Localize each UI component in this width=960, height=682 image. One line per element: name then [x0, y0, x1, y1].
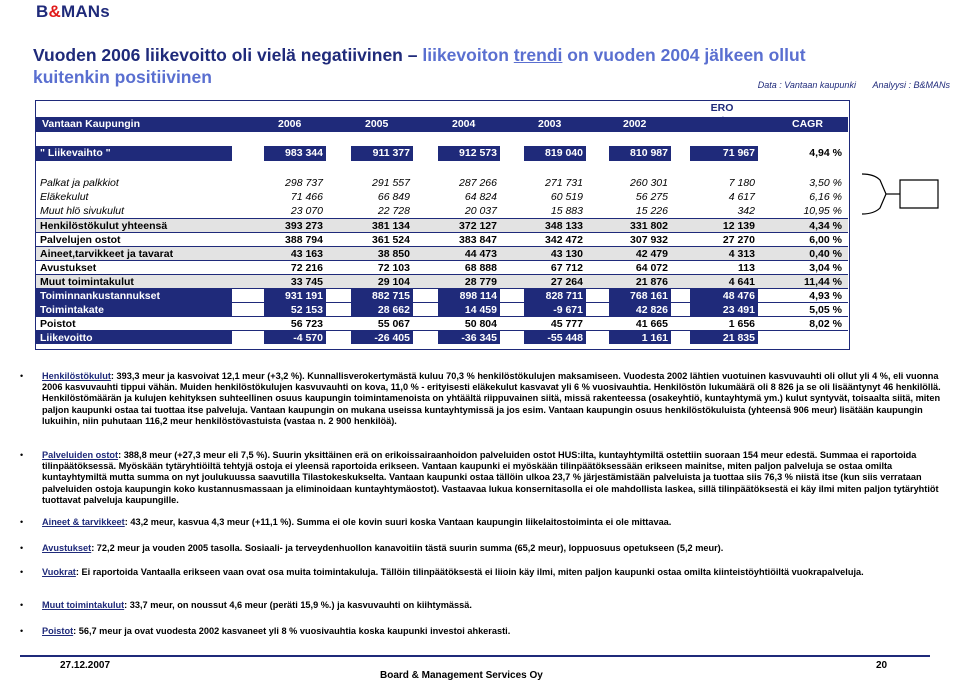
- revenue-ero: 71 967: [690, 146, 758, 161]
- row-cagr: 6,00 %: [809, 234, 842, 246]
- row-label: Muut toimintakulut: [40, 276, 134, 288]
- row-value: 768 161: [609, 289, 671, 302]
- row-cagr: 6,16 %: [809, 191, 842, 203]
- row-value: -9 671: [524, 303, 586, 316]
- row-value: 68 888: [464, 262, 497, 274]
- table-row: [36, 260, 848, 274]
- table-row: [36, 190, 848, 204]
- revenue-2006: 983 344: [264, 146, 326, 161]
- bullet-text: : 72,2 meur ja vouden 2005 tasolla. Sosiaali- ja terveydenhuollon kanavoitiin tästä suurin summa (65,2 meur), loppuosuus opetukseen (5,2 meur).: [91, 543, 724, 553]
- row-value: 22 728: [377, 205, 410, 217]
- row-ero: 4 617: [728, 191, 755, 203]
- table-row: [36, 316, 848, 330]
- revenue-2004: 912 573: [438, 146, 500, 161]
- row-value: 42 826: [609, 303, 671, 316]
- revenue-2002: 810 987: [609, 146, 671, 161]
- row-label: Liikevoitto: [36, 331, 232, 344]
- footer-divider: [20, 655, 930, 657]
- bullet-dot-icon: •: [20, 567, 24, 577]
- revenue-cagr: 4,94 %: [809, 147, 842, 159]
- row-cagr: 4,34 %: [809, 220, 842, 232]
- row-value: 56 723: [290, 318, 323, 330]
- row-value: 28 662: [351, 303, 413, 316]
- bullet-dot-icon: •: [20, 543, 24, 553]
- row-value: 291 557: [372, 177, 410, 189]
- source-data: Data : Vantaan kaupunki: [757, 80, 856, 90]
- bullet-dot-icon: •: [20, 600, 24, 610]
- row-value: -55 448: [524, 331, 586, 344]
- row-value: 298 737: [285, 177, 323, 189]
- bullet-key: Henkilöstökulut: [42, 371, 111, 381]
- row-value: 828 711: [524, 289, 586, 302]
- row-value: 271 731: [545, 177, 583, 189]
- row-value: 14 459: [438, 303, 500, 316]
- table-row: [36, 302, 848, 316]
- row-label: Henkilöstökulut yhteensä: [40, 220, 168, 232]
- row-value: 393 273: [285, 220, 323, 232]
- row-label: Avustukset: [40, 262, 97, 274]
- header-year-2003: 2003: [538, 118, 562, 130]
- row-value: 20 037: [464, 205, 497, 217]
- cost-group-bracket-icon: [860, 170, 946, 218]
- brand-b: B: [36, 2, 49, 21]
- row-value: 260 301: [630, 177, 668, 189]
- row-label: Toiminnankustannukset: [36, 289, 232, 302]
- title-highlight-3: on vuoden 2004 jälkeen ollut: [567, 45, 806, 65]
- row-value: 898 114: [438, 289, 500, 302]
- row-cagr: 4,93 %: [809, 290, 842, 302]
- bullet-key: Palveluiden ostot: [42, 450, 119, 460]
- header-year-2005: 2005: [365, 118, 389, 130]
- table-row: [36, 246, 848, 260]
- bullet-text: : 56,7 meur ja ovat vuodesta 2002 kasvaneet yli 8 % vuosivauhtia koska kaupunki investoi ahkerasti.: [73, 626, 511, 636]
- revenue-label: " Liikevaihto ": [36, 146, 232, 161]
- row-label: Eläkekulut: [40, 191, 89, 203]
- row-value: 348 133: [545, 220, 583, 232]
- row-value: -4 570: [264, 331, 326, 344]
- bullet-text: : 43,2 meur, kasvua 4,3 meur (+11,1 %). Summa ei ole kovin suuri koska Vantaan kaupungin liikelaitostoiminta ei ole mittavaa.: [124, 517, 672, 527]
- row-value: 331 802: [630, 220, 668, 232]
- table-header-bar: [36, 117, 848, 132]
- row-value: 23 070: [290, 205, 323, 217]
- title-part1: Vuoden 2006 liikevoitto oli vielä negatiivinen –: [33, 45, 418, 65]
- header-year-2004: 2004: [452, 118, 476, 130]
- row-label: Muut hlö sivukulut: [40, 205, 125, 217]
- row-ero: 12 139: [722, 220, 755, 232]
- row-value: 56 275: [635, 191, 668, 203]
- row-value: 388 794: [285, 234, 323, 246]
- bullet-key: Poistot: [42, 626, 74, 636]
- row-ero: 21 835: [690, 331, 758, 344]
- source-note: [744, 80, 950, 90]
- table-row: [36, 288, 848, 302]
- bullet-text: : Ei raportoida Vantaalla erikseen vaan ovat osa muita toimintakuluja. Tällöin tilinpäätöksestä ei liioin käy ilmi, miten paljon kaupunki ostaa omilta kiinteistöyhtiöiltä vuokrapalveluja.: [75, 567, 864, 577]
- bullet-key: Muut toimintakulut: [42, 600, 125, 610]
- row-ero: 23 491: [690, 303, 758, 316]
- row-cagr: 3,04 %: [809, 262, 842, 274]
- table-row: [36, 330, 848, 344]
- bullet-dot-icon: •: [20, 626, 24, 636]
- row-value: 38 850: [377, 248, 410, 260]
- row-ero: 27 270: [722, 234, 755, 246]
- row-value: 55 067: [377, 318, 410, 330]
- row-value: 50 804: [464, 318, 497, 330]
- row-ero: 342: [737, 205, 755, 217]
- row-value: 381 134: [372, 220, 410, 232]
- brand-logo: [36, 2, 110, 28]
- bullet-text: : 393,3 meur ja kasvoivat 12,1 meur (+3,2 %). Kunnallisverokertymästä kuluu 70,3 % henkilöstökulujen maksamiseen. Vuodesta 2002 lähtien vuotuinen kasvuvauhti oli ollut yli 4 %, eli vuonna 2006 kasvuvauhti tippui vähän. Muiden henkilöstökulujen kasvuvauhti on kova, 11,0 % - erityisesti eläkekulut kasvavat yli 6 % vuosivauhtia. Henkilöstön lukumäärä oli 8 826 ja se oli lisääntynyt 46 henkilöllä. Henkilöstömäärän ja kulujen kehityksen suhteellinen osuus kaupungin toimintamenoista on yhtäältä riippuvainen siitä, missä rakenteessa (osakeyhtiö, kuntayhtymä ym.) kulut syntyvät, toisaalta siitä, miten paljon kaupunki ostaa tai tuottaa itse palveluja. Vantaan kaupungin on mukana useissa kuntayhtymissä ja jos esim. Vantaan kaupungin osuus henkilöstökuluista (yhteensä 906 meur) lisätään kaupungin lukuihin, niin puhutaan 116,2 meur henkilöstövastuista (vastaa n. 2 900 henkilöä).: [42, 371, 941, 426]
- row-value: 931 191: [264, 289, 326, 302]
- source-analysis: Analyysi : B&MANs: [872, 80, 950, 90]
- row-value: 21 876: [635, 276, 668, 288]
- header-year-2006: 2006: [278, 118, 302, 130]
- row-label: Toimintakate: [36, 303, 232, 316]
- bullet-key: Vuokrat: [42, 567, 76, 577]
- table-row: [36, 232, 848, 246]
- row-label: Palvelujen ostot: [40, 234, 121, 246]
- ero-label: ERO: [710, 102, 734, 114]
- header-entity: Vantaan Kaupungin: [42, 118, 141, 130]
- title-line2: kuitenkin positiivinen: [33, 67, 212, 87]
- row-cagr: 8,02 %: [809, 318, 842, 330]
- row-value: 52 153: [264, 303, 326, 316]
- row-value: 882 715: [351, 289, 413, 302]
- row-value: 29 104: [377, 276, 410, 288]
- row-value: 72 103: [377, 262, 410, 274]
- brand-mans: MANs: [60, 2, 110, 21]
- row-value: -36 345: [438, 331, 500, 344]
- row-value: 307 932: [630, 234, 668, 246]
- row-value: 43 130: [550, 248, 583, 260]
- row-value: 15 226: [635, 205, 668, 217]
- bullet-text: : 33,7 meur, on noussut 4,6 meur (peräti 15,9 %.) ja kasvuvauhti on kiihtymässä.: [124, 600, 472, 610]
- row-value: 15 883: [550, 205, 583, 217]
- title-highlight-2: trendi: [513, 45, 563, 65]
- row-value: 342 472: [545, 234, 583, 246]
- brand-amp: &: [48, 2, 61, 21]
- revenue-2005: 911 377: [351, 146, 413, 161]
- revenue-2003: 819 040: [524, 146, 586, 161]
- row-value: 67 712: [550, 262, 583, 274]
- row-label: Aineet,tarvikkeet ja tavarat: [40, 248, 174, 260]
- row-cagr: 11,44 %: [804, 276, 842, 288]
- row-cagr: 0,40 %: [809, 248, 842, 260]
- row-value: 41 665: [635, 318, 668, 330]
- row-value: 64 824: [464, 191, 497, 203]
- row-value: 60 519: [550, 191, 583, 203]
- row-cagr: 10,95 %: [803, 205, 842, 217]
- bullet-key: Aineet & tarvikkeet: [42, 517, 125, 527]
- header-year-2002: 2002: [623, 118, 647, 130]
- row-value: 43 163: [290, 248, 323, 260]
- row-ero: 113: [738, 262, 755, 274]
- row-ero: 4 641: [728, 276, 755, 288]
- row-value: 361 524: [372, 234, 410, 246]
- table-row: [36, 218, 848, 232]
- row-value: 64 072: [635, 262, 668, 274]
- revenue-row: [36, 146, 848, 161]
- row-ero: 7 180: [728, 177, 755, 189]
- row-value: 66 849: [377, 191, 410, 203]
- row-value: 45 777: [550, 318, 583, 330]
- page-number: 20: [876, 660, 888, 671]
- row-value: 372 127: [459, 220, 497, 232]
- row-value: 72 216: [290, 262, 323, 274]
- bullet-dot-icon: •: [20, 371, 24, 381]
- row-ero: 4 313: [728, 248, 755, 260]
- row-label: Palkat ja palkkiot: [40, 177, 119, 189]
- row-value: 44 473: [464, 248, 497, 260]
- row-value: 27 264: [550, 276, 583, 288]
- table-row: [36, 204, 848, 218]
- footer-company: Board & Management Services Oy: [380, 670, 543, 681]
- table-row: [36, 274, 848, 288]
- row-value: 33 745: [290, 276, 323, 288]
- table-row: [36, 176, 848, 190]
- bullet-dot-icon: •: [20, 517, 24, 527]
- row-value: -26 405: [351, 331, 413, 344]
- row-label: Poistot: [40, 318, 76, 330]
- title-highlight-1: liikevoiton: [422, 45, 509, 65]
- bullet-text: : 388,8 meur (+27,3 meur eli 7,5 %). Suurin yksittäinen erä on erikoissairaanhoidon palveluiden ostot HUS:ilta, kuntayhtymiltä ostettiin suoraan 154 meur edestä. Summaa ei raportoida tilinpäätöksessä. Myöskään tytäryhtiöiltä tehtyjä ostoja ei yleensä raportoida erikseen. Vantaan kaupunki ei myöskään tilinpäätöksessään erikseen mainitse, miten paljon palveluja se ostaa omilta kuntayhtymiltä mutta summa on nyt joulukuussa saavutilla Tilastokeskukselta. Vantaan kaupunki ostaa tällöin ulkoa 23,7 % järjestämistään palveluista ja tuottaa siis 76,3 % niistä itse (kun siis verrataan palveluiden ostoja kaupungin koko kustannusmassaan ja eliminoidaan kuntayhtymäostot). Vastaavaa lukua konsernitasolla ei ole mahdollista laskea, sillä tilinpäätöksestä ei käy ilmi miten paljon tytäryhtiöt tuottavat palveluja kaupungille.: [42, 450, 939, 505]
- bullet-key: Avustukset: [42, 543, 92, 553]
- row-cagr: 5,05 %: [809, 304, 842, 316]
- row-ero: 1 656: [728, 318, 755, 330]
- row-value: 71 466: [290, 191, 323, 203]
- row-value: 28 779: [464, 276, 497, 288]
- row-value: 287 266: [459, 177, 497, 189]
- row-cagr: 3,50 %: [809, 177, 842, 189]
- header-cagr: CAGR: [792, 118, 823, 130]
- footer-date: 27.12.2007: [60, 660, 111, 671]
- row-value: 1 161: [609, 331, 671, 344]
- row-ero: 48 476: [690, 289, 758, 302]
- bullet-dot-icon: •: [20, 450, 24, 460]
- row-value: 42 479: [635, 248, 668, 260]
- row-value: 383 847: [459, 234, 497, 246]
